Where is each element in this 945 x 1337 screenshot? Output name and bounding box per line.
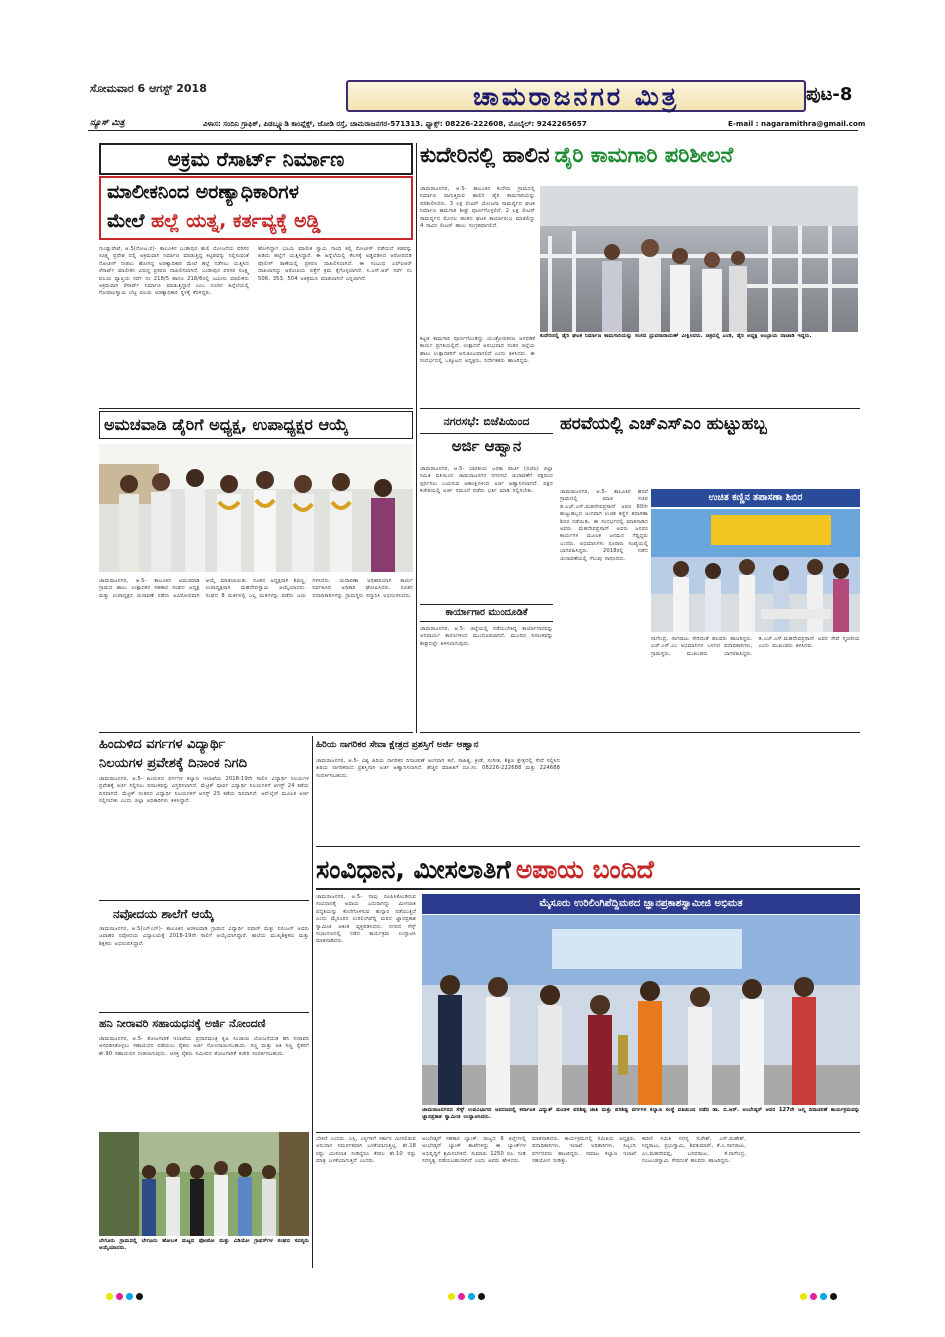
a1-headline1: ಅಕ್ರಮ ರೆಸಾರ್ಟ್ ನಿರ್ಮಾಣ — [167, 147, 345, 171]
a1-headline3b: ಹಲ್ಲೆ ಯತ್ನ, ಕರ್ತವ್ಯಕ್ಕೆ ಅಡ್ಡಿ — [151, 210, 321, 232]
a4-headline2: ಅರ್ಜಿ ಆಹ್ವಾನ — [451, 437, 522, 455]
a1-headline3a: ಮೇಲೆ — [107, 210, 145, 232]
a3-divider — [99, 732, 413, 733]
a8-headline-text: ನವೋದಯ ಶಾಲೆಗೆ ಆಯ್ಕೆ — [113, 907, 214, 921]
a4-sub — [420, 604, 553, 622]
a6-body: ಚಾಮರಾಜನಗರ, ಆ.5- ಹಿಂದುಳಿದ ವರ್ಗಗಳ ಕಲ್ಯಾಣ ಇಲಾಖೆಯ 2018-19ನೇ ಸಾಲಿನ ವಿದ್ಯಾರ್ಥಿ ನಿಲಯಗಳ ಪ್ರವೇಶಕ್ಕೆ ಅರ್ಜಿ ಸಲ್ಲಿಸಲು ದಿನಾಂಕವನ್ನು ವಿಸ್ತರಿಸಲಾಗಿದೆ. ಮೆಟ್ರಿಕ್ ಪೂರ್ವ ವಿದ್ಯಾರ್ಥಿ ನಿಲಯಗಳಿಗೆ ಆಗಸ್ಟ್ 24 ಕಡೆಯ ದಿನವಾಗಿದೆ. ಮೆಟ್ರಿಕ್ ನಂತರದ ವಿದ್ಯಾರ್ಥಿ ನಿಲಯಗಳಿಗೆ ಆಗಸ್ಟ್ 25 ಕಡೆಯ ದಿನವಾಗಿದೆ. ಆನ್‌ಲೈನ್ ಮೂಲಕ ಅರ್ಜಿ ಸಲ್ಲಿಸಬೇಕು ಎಂದು ಜಿಲ್ಲಾ ಅಧಿಕಾರಿಗಳು ತಿಳಿಸಿದ್ದಾರೆ. — [99, 776, 309, 805]
a4-sub-text: ಕಾರ್ಯಾಗಾರ ಮುಂದೂಡಿಕೆ — [445, 607, 528, 618]
a2-divider — [420, 408, 860, 409]
a2-headline — [420, 143, 860, 175]
a5-headline — [560, 411, 860, 437]
a5-photo — [651, 509, 860, 632]
a10-col4: ಕಾರಿಣಿ ಸಮಿತಿ ಸದಸ್ಯ ಸುರೇಶ್, ಎಸ್.ಮಹೇಶ್, ಸಿದ್ದರಾಜು, ಪ್ರಭುಸ್ವಾಮಿ, ಶಿವಕುಮಾರ್, ಕೆ.ಎ.ನಾಗರಾಜು, ಎಂ.ಮಹದೇವಪ್ಪ, ಬಸವರಾಜು, ಕೆ.ನಾಗೇಂದ್ರ, ನಂಜುಂಡಸ್ವಾಮಿ ಸೇರಿದಂತೆ ಹಲವರು ಹಾಜರಿದ್ದರು. — [642, 1136, 746, 1165]
a5-divider — [420, 732, 860, 733]
a2-photo — [540, 186, 858, 332]
a1-headline1-box — [99, 143, 413, 175]
a2-headline1: ಕುದೇರಿನಲ್ಲಿ ಹಾಲಿನ — [420, 143, 550, 167]
a10-headline1: ಸಂವಿಧಾನ, ಮೀಸಲಾತಿಗೆ — [316, 855, 511, 884]
a6-divider — [99, 900, 309, 901]
footer-marks-left — [106, 1285, 146, 1295]
a4-headline1: ನಗರಸಭೆ: ಬಿಜೆಪಿಯಿಂದ — [420, 411, 553, 434]
masthead-subbar — [88, 117, 866, 131]
a2-body3 — [540, 352, 858, 407]
a10-col1: ಬೇಕಿದೆ ಎಂದರು. ಎಸ್ಸಿ, ಎಸ್ಟಿಗಳಿಗೆ ಸರ್ಕಾರ ಮೀಸಲಿಡುವ ಅನುದಾನ ಸಮರ್ಪಕವಾಗಿ ಬಳಕೆಯಾಗುತ್ತಿಲ್ಲ. ಶೇ.18 ರಷ್ಟು ಮೀಸಲಾತಿ ನೀಡಿದ್ದರೂ ಕೇವಲ ಶೇ.10 ರಷ್ಟು ಮಾತ್ರ ಬಳಕೆಯಾಗುತ್ತಿದೆ ಎಂದರು. — [316, 1136, 416, 1165]
col-rule-1 — [416, 143, 417, 733]
a5-sub: ಉಚಿತ ಕಣ್ಣಿನ ತಪಾಸಣಾ ಶಿಬಿರ — [708, 492, 803, 503]
a5-body1: ಚಾಮರಾಜನಗರ, ಆ.5- ತಾಲೂಕಿನ ಹರವೆ ಗ್ರಾಮದಲ್ಲಿ ಮಾಜಿ ಸಚಿವ ಡಿ.ಎಚ್.ಎಸ್.ಮಹದೇವಪ್ರಸಾದ್ ಅವರ 60ನೇ ಹುಟ್ಟುಹಬ್ಬದ ಅಂಗವಾಗಿ ಉಚಿತ ಕಣ್ಣಿನ ತಪಾಸಣಾ ಶಿಬಿರ ನಡೆಯಿತು. ಈ ಸಂದರ್ಭದಲ್ಲಿ ಮಾತನಾಡಿದ ಅವರು ಮಹದೇವಪ್ರಸಾದ್ ಅವರು ಜನಪರ ಕಾರ್ಯಗಳ ಮೂಲಕ ಜನಮನ ಗೆದ್ದಿದ್ದರು ಎಂದರು. ಅಭಿಮಾನಿಗಳು ನೂರಾರು ಸಂಖ್ಯೆಯಲ್ಲಿ ಭಾಗವಹಿಸಿದ್ದರು. 2018ರಲ್ಲಿ ನಡೆದ ಚುನಾವಣೆಯಲ್ಲಿ ಗೆಲುವು ಸಾಧಿಸಿದರು. — [560, 489, 648, 562]
a10-photo-art — [422, 915, 860, 1105]
footer-marks-right — [800, 1285, 840, 1295]
masthead-date: ಸೋಮವಾರ 6 ಆಗಸ್ಟ್ 2018 — [90, 82, 207, 95]
a2-photo-art — [540, 186, 858, 332]
a10-col2: ಅಂಬೇಡ್ಕರ್ ಸಹಕಾರ ಬ್ಯಾಂಕ್: ರಾಜ್ಯದ 8 ಜಿಲ್ಲೆಗಳಲ್ಲಿ ಅಂಬೇಡ್ಕರ್ ಬ್ಯಾಂಕ್ ಶಾಖೆಗಳಿದ್ದು ಈ ಬ್ಯಾಂಕ್‌ಗಳ ಅಭಿವೃದ್ಧಿಗೆ ಶ್ರಮಿಸಬೇಕಿದೆ. ಸುಮಾರು 1250 ರೂ. ನೀಡಿ ಸದಸ್ಯತ್ವ ಪಡೆಯಬಹುದಾಗಿದೆ ಎಂದು ಅವರು ಹೇಳಿದರು. — [422, 1136, 526, 1165]
a9-headline — [99, 1014, 309, 1034]
a2-body1: ಚಾಮರಾಜನಗರ, ಆ.5- ತಾಲೂಕಿನ ಕುದೇರು ಗ್ರಾಮದಲ್ಲಿ ನಿರ್ಮಾಣ ವಾಗುತ್ತಿರುವ ಹಾಲಿನ ಡೈರಿ ಕಾಮಗಾರಿಯನ್ನು ಪರಿಶೀಲಿಸಿದರು. 3 ಲಕ್ಷ ಲೀಟರ್ ಯೋಜನಾ ಸಾಮರ್ಥ್ಯದ ಘಟಕ ನಿರ್ಮಾಣ ಕಾಮಗಾರಿ ಶೀಘ್ರ ಪೂರ್ಣಗೊಳ್ಳಲಿದೆ. 2 ಲಕ್ಷ ಲೀಟರ್ ಸಾಮರ್ಥ್ಯದ ಮೊದಲ ಹಂತದ ಘಟಕ ಕಾರ್ಯಾರಂಭ ಮಾಡಲಿದ್ದು 4 ಸಾವಿರ ಲೀಟರ್ ಹಾಲು ಸಂಗ್ರಹವಾಗಲಿದೆ. — [420, 186, 535, 230]
a1-body2: ಹೋಗಿದ್ದಾಗ ಭೂಮಿ ಮಾಲೀಕ ಸ್ವಾಮಿ ಗಾಂಧಿ ಕಲ್ಲಿ ನೋಟೀಸ್ ಪಡೆಯದೆ ಕಡವನ್ನು ಹಿಡಿದು ಹಲ್ಲೆಗೆ ಯತ್ನಿಸಿದ್ದಾರೆ. ಈ ಹಿನ್ನೆಲೆಯಲ್ಲಿ ಕೆಲಸಕ್ಕೆ ಅಡ್ಡಿಪಡಿಸಿದ ಆರೋಪದಡಿ ಪೊಲೀಸ್ ಠಾಣೆಯಲ್ಲಿ ಪ್ರಕರಣ ದಾಖಲಿಸಲಾಗಿದೆ. ಈ ಸಂಬಂಧ ಎಫ್‌ಐಆರ್ ದಾಖಲಾಗಿದ್ದು ಆರೋಪಿಯ ಪತ್ತೆಗೆ ಕ್ರಮ ಕೈಗೊಳ್ಳಲಾಗಿದೆ. ಸಿ.ಎಸ್.ಆರ್ ಸರ್ವೆ ನಂ 506, 353, 504 ಅತಿಕ್ರಮಣ ಮಾಡಲಾಗಿದೆ ಎನ್ನಲಾಗಿದೆ. — [258, 246, 412, 282]
a3-headline: ಅಮಚವಾಡಿ ಡೈರಿಗೆ ಅಧ್ಯಕ್ಷ, ಉಪಾಧ್ಯಕ್ಷರ ಆಯ್ಕೆ — [104, 415, 349, 434]
a10-banner — [422, 894, 860, 914]
a10-caption-divider — [316, 1132, 860, 1133]
a9-photo — [99, 1132, 309, 1236]
a1-headline-box — [99, 176, 413, 240]
a7-body: ಚಾಮರಾಜನಗರ, ಆ.5- ವಿಶ್ವ ಹಿರಿಯ ನಾಗರಿಕರ ದಿನಾಚರಣೆ ಅಂಗವಾಗಿ ಕಲೆ, ಸಾಹಿತ್ಯ, ಕ್ರೀಡೆ, ಸಂಗೀತ, ಶಿಕ್ಷಣ ಕ್ಷೇತ್ರದಲ್ಲಿ ಸೇವೆ ಸಲ್ಲಿಸಿದ ಹಿರಿಯ ನಾಗರಿಕರಿಂದ ಪ್ರಶಸ್ತಿಗಾಗಿ ಅರ್ಜಿ ಆಹ್ವಾನಿಸಲಾಗಿದೆ. ಹೆಚ್ಚಿನ ಮಾಹಿತಿಗೆ ದೂ.ಸಂ. 08226-222688 ಮತ್ತು 224688 ಸಂಪರ್ಕಿಸಬಹುದು. — [316, 758, 560, 779]
a2-caption: ಕುದೇರಿನಲ್ಲಿ ಡೈರಿ ಘಟಕ ನಿರ್ಮಾಣ ಕಾಮಗಾರಿಯನ್ನು ಸಂಸದ ಧ್ರುವನಾರಾಯಣ್ ವೀಕ್ಷಿಸಿದರು. ಚಿತ್ರದಲ್ಲಿ ಎಂಡಿ, ಡೈರಿ ಅಧ್ಯಕ್ಷ ಅಂಬ್ರಾಯ ದಾಚಾಡಿ ಇದ್ದರು. — [540, 333, 812, 339]
a3-photo — [99, 444, 413, 572]
a3-photo-art — [99, 444, 413, 572]
a1-body1: ಗುಂಡ್ಲುಪೇಟೆ, ಆ.5(ನೋಟ.ಪ)- ತಾಲೂಕಿನ ಬಂಡೀಪುರ ಹುಲಿ ಯೋಜನೆಯ ಪರಿಸರ ಸೂಕ್ಷ್ಮ ಪ್ರದೇಶ ದಲ್ಲಿ ಅಕ್ರಮವಾಗಿ ನಿರ್ಮಾಣ ಮಾಡುತ್ತಿದ್ದ ಕಟ್ಟಡವನ್ನು ನಿಲ್ಲಿಸುವಂತೆ ನೋಟೀಸ್ ನೀಡಲು ಹೋಗಿದ್ದ ಅರಣ್ಯಾಧಿಕಾರಿ ಮೇಲೆ ಹಲ್ಲೆ ನಡೆಸಲು ಯತ್ನಿಸಿದ ರೆಸಾರ್ಟ್ ಮಾಲೀಕನ ವಿರುದ್ಧ ಪ್ರಕರಣ ದಾಖಲಿಸಲಾಗಿದೆ. ಬಂಡೀಪುರ ಪರಿಸರ ಸೂಕ್ಷ್ಮ ವಲಯ ವ್ಯಾಪ್ತಿಯ ಸರ್ವೆ ನಂ 218/5 ಹಾಗೂ 218/6ರಲ್ಲಿ ಜಮೀನು ಮಾಲೀಕರು ಅಕ್ರಮವಾಗಿ ರೆಸಾರ್ಟ್ ನಿರ್ಮಾಣ ಮಾಡುತ್ತಿದ್ದಾರೆ ಎಂಬ ದೂರಿನ ಹಿನ್ನೆಲೆಯಲ್ಲಿ ಗೋಪಾಲಸ್ವಾಮಿ ಬೆಟ್ಟ ವಲಯ ಅರಣ್ಯಾಧಿಕಾರಿ ಸ್ಥಳಕ್ಕೆ ತೆರಳಿದ್ದರು. — [99, 246, 249, 297]
col-rule-2 — [312, 736, 313, 1268]
a6-headline1: ಹಿಂದುಳಿದ ವರ್ಗಗಳ ವಿದ್ಯಾರ್ಥಿ — [99, 737, 226, 752]
a5-photo-art — [651, 509, 860, 632]
a9-body: ಚಾಮರಾಜನಗರ, ಆ.5- ತೋಟಗಾರಿಕೆ ಇಲಾಖೆಯ ಪ್ರಧಾನಮಂತ್ರಿ ಕೃಷಿ ಸಿಂಚಾಯಿ ಯೋಜನೆಯಡಿ ಹನಿ ನೀರಾವರಿ ಅಳವಡಿಸಿಕೊಳ್ಳಲು ಸಹಾಯಧನ ಪಡೆಯಲು ರೈತರು ಅರ್ಜಿ ನೋಂದಾಯಿಸಬಹುದು. ಸಣ್ಣ ಮತ್ತು ಅತಿ ಸಣ್ಣ ರೈತರಿಗೆ ಶೇ.90 ಸಹಾಯಧನ ನೀಡಲಾಗುವುದು. ಆಸಕ್ತ ರೈತರು ಸಮೀಪದ ತೋಟಗಾರಿಕೆ ಕಚೇರಿ ಸಂಪರ್ಕಿಸಬಹುದು. — [99, 1036, 309, 1057]
a6-headline2: ನಿಲಯಗಳ ಪ್ರವೇಶಕ್ಕೆ ದಿನಾಂಕ ನಿಗದಿ — [99, 756, 247, 771]
a9-headline-text: ಹನಿ ನೀರಾವರಿ ಸಹಾಯಧನಕ್ಕೆ ಅರ್ಜಿ ನೋಂದಣಿ — [99, 1017, 266, 1030]
a10-banner-text: ಮೈಸೂರು ಉರಿಲಿಂಗಿಪೆದ್ದಿಮಠದ ಜ್ಞಾನಪ್ರಕಾಶಸ್ವಾಮೀಜಿ ಅಭಿಮತ — [539, 898, 743, 909]
a10-body: ಚಾಮರಾಜನಗರ, ಆ.5- ನಾವು ರೂಪಿಸಿಕೊಂಡಿರುವ ಸಂವಿಧಾನಕ್ಕೆ ಅಪಾಯ ಎದುರಾಗಿದ್ದು ಮೀಸಲಾತಿ ಪದ್ಧತಿಯನ್ನು ಕೊನೆಗೊಳಿಸುವ ಹುನ್ನಾರ ನಡೆಯುತ್ತಿದೆ ಎಂದು ಮೈಸೂರಿನ ಉರಿಲಿಂಗಿಪೆದ್ದಿ ಮಠದ ಜ್ಞಾನಪ್ರಕಾಶ ಸ್ವಾಮೀಜಿ ಆತಂಕ ವ್ಯಕ್ತಪಡಿಸಿದರು. ನಗರದ ಸೆಸ್ಕ್ ಸಭಾಂಗಣದಲ್ಲಿ ನಡೆದ ಕಾರ್ಯಕ್ರಮ ಉದ್ಘಾಟಿಸಿ ಮಾತನಾಡಿದರು. — [316, 894, 416, 945]
a7-divider — [316, 846, 860, 847]
a4-body1: ಚಾಮರಾಜನಗರ, ಆ.5- ಭಾರತೀಯ ಜನತಾ ಪಾರ್ಟಿ (ಬಿಜೆಪಿ) ಜಿಲ್ಲಾ ಸಮಿತಿ ವತಿಯಿಂದ ಚಾಮರಾಜನಗರ ನಗರಸಭೆ ಚುನಾವಣೆಗೆ ಪಕ್ಷದಿಂದ ಸ್ಪರ್ಧಿಸಲು ಬಯಸುವ ಆಕಾಂಕ್ಷಿಗಳಿಂದ ಅರ್ಜಿ ಆಹ್ವಾನಿಸಲಾಗಿದೆ. ಪಕ್ಷದ ಕಚೇರಿಯಲ್ಲಿ ಅರ್ಜಿ ನಮೂನೆ ಪಡೆದು ಭರ್ತಿ ಮಾಡಿ ಸಲ್ಲಿಸಬೇಕು. — [420, 466, 553, 495]
a8-body: ಚಾಮರಾಜನಗರ, ಆ.5(ಎನ್‌ಎನ್)- ತಾಲೂಕಿನ ಅರಕಲವಾಡಿ ಗ್ರಾಮದ ವಿದ್ಯಾರ್ಥಿ ಪವಾರ್ ಮತ್ತು ನಿರಂಜನ್ ಅವರು ಜವಾಹರ ನವೋದಯ ವಿದ್ಯಾಲಯಕ್ಕೆ 2018-19ನೇ ಸಾಲಿಗೆ ಆಯ್ಕೆಯಾಗಿದ್ದಾರೆ. ಶಾಲೆಯ ಮುಖ್ಯಶಿಕ್ಷಕರು ಮತ್ತು ಶಿಕ್ಷಕರು ಅಭಿನಂದಿಸಿದ್ದಾರೆ. — [99, 926, 309, 947]
a4-headline — [420, 411, 553, 461]
a3-headline-box — [99, 411, 413, 439]
a9-photo-art — [99, 1132, 309, 1236]
masthead-title: ಚಾಮರಾಜನಗರ ಮಿತ್ರ — [472, 82, 680, 111]
page-number: ಪುಟ-8 — [806, 84, 853, 105]
a5-body2: ನಾಗೇಂದ್ರ, ನಾಗರಾಜು ಸೇರಿದಂತೆ ಹಲವರು ಹಾಜರಿದ್ದರು. ಎಚ್.ಎಸ್.ಎಂ ಅಭಿಮಾನಿಗಳ ಬಳಗದ ಪದಾಧಿಕಾರಿಗಳು, ಗ್ರಾಮಸ್ಥರು, ಮುಖಂಡರು ಭಾಗವಹಿಸಿದ್ದರು. ಡಿ.ಎಚ್.ಎಸ್.ಮಹದೇವಪ್ರಸಾದ್ ಅವರ ಸೇವೆ ಸ್ಮರಣೀಯ ಎಂದು ಮುಖಂಡರು ತಿಳಿಸಿದರು. — [651, 636, 860, 657]
a2-body2: ಕಟ್ಟಡ ಕಾಮಗಾರಿ ಪೂರ್ಣಗೊಂಡಿದ್ದು ಯಂತ್ರೋಪಕರಣ ಅಳವಡಿಕೆ ಕಾರ್ಯ ಪ್ರಗತಿಯಲ್ಲಿದೆ. ಉತ್ಪಾದನೆ ಆರಂಭವಾದ ನಂತರ ಜಿಲ್ಲೆಯ ಹಾಲು ಉತ್ಪಾದಕರಿಗೆ ಅನುಕೂಲವಾಗಲಿದೆ ಎಂದು ತಿಳಿಸಿದರು. ಈ ಸಂದರ್ಭದಲ್ಲಿ ಒಕ್ಕೂಟದ ಅಧ್ಯಕ್ಷರು, ನಿರ್ದೇಶಕರು ಹಾಜರಿದ್ದರು. — [420, 336, 535, 365]
a8-headline — [99, 904, 309, 924]
newsmitra-logo: ನ್ಯೂಸ್ ಮಿತ್ರ — [90, 118, 125, 128]
a7-body-extra — [564, 736, 860, 844]
a1-divider — [99, 408, 413, 409]
a1-headline2: ಮಾಲೀಕನಿಂದ ಅರಣ್ಯಾಧಿಕಾರಿಗಳ — [107, 181, 299, 203]
a6-headline — [99, 736, 309, 774]
a10-headline — [316, 850, 860, 890]
masthead-address: ವಿಳಾಸ: ಸಂದಿನಿ ಗ್ರಾಫಿಕ್, ಪಿಡಬ್ಲ್ಯೂಡಿ ಕಾಂಪ್ಲೆಕ್ಸ್, ಜೋಡಿ ರಸ್ತೆ, ಚಾಮರಾಜನಗರ-571313. ಫ್ಯಾಕ್ಸ್: 08226-222608, ಮೊಬೈಲ್: 9242265657 — [203, 119, 587, 128]
a5-headline-text: ಹರವೆಯಲ್ಲಿ ಎಚ್‌ಎಸ್‌ಎಂ ಹುಟ್ಟುಹಬ್ಬ — [560, 414, 767, 434]
a2-headline2: ಡೈರಿ ಕಾಮಗಾರಿ ಪರಿಶೀಲನೆ — [554, 143, 734, 167]
a8-divider — [99, 1012, 309, 1013]
a7-headline-text: ಹಿರಿಯ ನಾಗರಿಕರ ಸೇವಾ ಕ್ಷೇತ್ರದ ಪ್ರಶಸ್ತಿಗೆ ಅರ್ಜಿ ಆಹ್ವಾನ — [316, 740, 479, 750]
a9-caption: ಬೇಗೂರು ಗ್ರಾಮದಲ್ಲಿ ಬೇಗೂರು ಹೋಬಳಿ ಮಟ್ಟದ ಫೋಟೋ ಮತ್ತು ವಿಡಿಯೋ ಗ್ರಾಫರ್‌ಗಳ ಸಂಘದ ಸದಸ್ಯರು ಆಯ್ಕೆಯಾದರು. — [99, 1238, 309, 1252]
masthead-email: E-mail : nagaramithra@gmail.com — [728, 119, 866, 128]
a10-photo — [422, 915, 860, 1105]
a3-body: ಚಾಮರಾಜನಗರ, ಆ.5- ತಾಲೂಕಿನ ಅಮಚವಾಡಿ ಗ್ರಾಮದ ಹಾಲು ಉತ್ಪಾದಕರ ಸಹಕಾರ ಸಂಘದ ಅಧ್ಯಕ್ಷ ಮತ್ತು ಉಪಾಧ್ಯಕ್ಷರ ಚುನಾವಣೆ ನಡೆದು ಅವಿರೋಧವಾಗಿ ಆಯ್ಕೆ ಮಾಡಲಾಯಿತು. ನೂತನ ಅಧ್ಯಕ್ಷರಾಗಿ ಶಿವಣ್ಣ, ಉಪಾಧ್ಯಕ್ಷರಾಗಿ ಮಹದೇವಸ್ವಾಮಿ ಆಯ್ಕೆಯಾದರು. ಸಂಘದ 8 ಮತಗಳಲ್ಲಿ ಎಲ್ಲ ಮತಗಳನ್ನು ಪಡೆದು ಜಯ ಗಳಿಸಿದರು. ಚುನಾವಣಾ ಅಧಿಕಾರಿಯಾಗಿ ಕಾರ್ಯ ನಿರ್ವಹಿಸಿದ ಅಧಿಕಾರಿ ಘೋಷಿಸಿದರು. ನೂತನ ಪದಾಧಿಕಾರಿಗಳನ್ನು ಗ್ರಾಮಸ್ಥರು ಸನ್ಮಾನಿಸಿ ಅಭಿನಂದಿಸಿದರು. — [99, 578, 413, 599]
a7-headline — [316, 736, 560, 754]
a4-body2: ಚಾಮರಾಜನಗರ, ಆ.5- ಜಿಲ್ಲೆಯಲ್ಲಿ ನಡೆಯಬೇಕಿದ್ದ ಕಾರ್ಯಾಗಾರವನ್ನು ಅನಿವಾರ್ಯ ಕಾರಣಗಳಿಂದ ಮುಂದೂಡಲಾಗಿದೆ. ಮುಂದಿನ ದಿನಾಂಕವನ್ನು ಶೀಘ್ರದಲ್ಲೇ ತಿಳಿಸಲಾಗುವುದು. — [420, 626, 553, 647]
a5-sub-box — [651, 489, 860, 507]
masthead — [88, 80, 858, 118]
masthead-title-box — [346, 80, 806, 112]
a10-col3: ಮಾತನಾಡಿದರು. ಕಾರ್ಯಕ್ರಮದಲ್ಲಿ ಸಮಿತಿಯ ಅಧ್ಯಕ್ಷರು, ಪದಾಧಿಕಾರಿಗಳು, ಇಲಾಖೆ ಅಧಿಕಾರಿಗಳು, ಸಿಬ್ಬಂದಿ ವರ್ಗದವರು ಹಾಜರಿದ್ದರು. ಸಮಾಜ ಕಲ್ಯಾಣ ಇಲಾಖೆ ಸಹಯೋಗ ನೀಡಿತ್ತು. — [532, 1136, 636, 1165]
footer-marks-center — [448, 1285, 488, 1295]
a10-caption: ಚಾಮರಾಜನಗರದ ಸೆಸ್ಕ್ ಉಪವಿಭಾಗದ ಆವರಣದಲ್ಲಿ ಕರ್ನಾಟಕ ವಿದ್ಯುತ್ ಮಂಡಳಿ ಪರಿಶಿಷ್ಟ ಜಾತಿ ಮತ್ತು ಪರಿಶಿಷ್ಟ ವರ್ಗಗಳ ಕಲ್ಯಾಣ ಸಂಸ್ಥೆ ವತಿಯಿಂದ ನಡೆದ ಡಾ. ಬಿ.ಆರ್. ಅಂಬೇಡ್ಕರ್ ಅವರ 127ನೇ ಜನ್ಮ ದಿನಾಚರಣೆ ಕಾರ್ಯಕ್ರಮವನ್ನು ಜ್ಞಾನಪ್ರಕಾಶ ಸ್ವಾಮೀಜಿ ಉದ್ಘಾಟಿಸಿದರು. — [422, 1107, 860, 1121]
a10-col5 — [752, 1136, 860, 1268]
a10-headline2: ಅಪಾಯ ಬಂದಿದೆ — [515, 855, 654, 884]
